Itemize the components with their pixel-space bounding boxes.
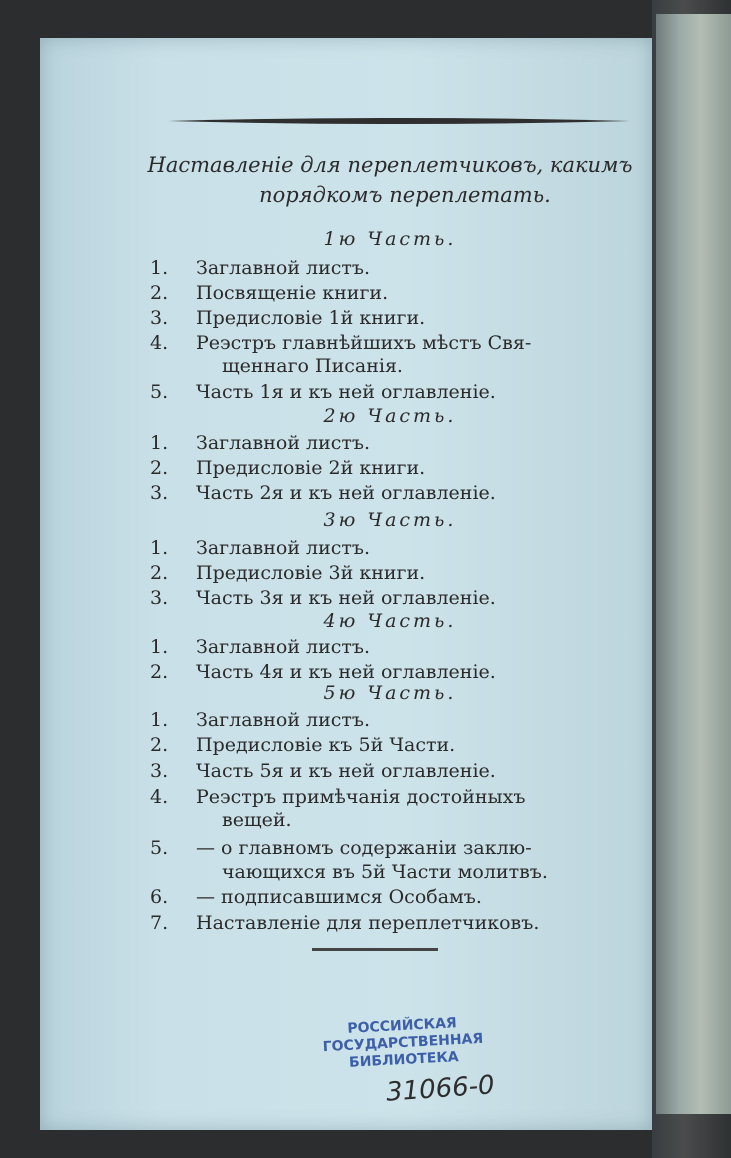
item-text: Часть 5я и къ ней оглавленіе. (196, 760, 496, 782)
item-number: 2. (150, 734, 169, 756)
item-number: 5. (150, 381, 169, 403)
item-number: 4. (150, 786, 169, 808)
item-number: 2. (150, 457, 169, 479)
book-edge (656, 14, 731, 1114)
item-number: 4. (150, 332, 169, 354)
item-text: вещей. (222, 809, 292, 831)
item-text: Заглавной листъ. (196, 636, 371, 658)
item-number: 6. (150, 886, 169, 908)
stamp-line-2: ГОСУДАРСТВЕННАЯ (322, 1030, 484, 1056)
section-heading-2: 2ю Часть. (323, 405, 457, 427)
item-number: 3. (150, 587, 169, 609)
title-line-1: Наставленіе для переплетчиковъ, какимъ (147, 153, 633, 177)
section-heading-1: 1ю Часть. (323, 228, 457, 250)
item-text: Посвященіе книги. (196, 282, 389, 304)
item-text: Заглавной листъ. (196, 432, 371, 454)
item-number: 1. (150, 636, 169, 658)
bottom-rule (312, 948, 438, 951)
item-text: Часть 3я и къ ней оглавленіе. (196, 587, 496, 609)
item-number: 1. (150, 537, 169, 559)
item-number: 5. (150, 837, 169, 859)
item-text: Предисловіе 1й книги. (196, 307, 426, 329)
item-text: Часть 2я и къ ней оглавленіе. (196, 482, 496, 504)
top-ornament-rule (168, 117, 630, 125)
library-stamp (317, 1014, 489, 1074)
item-text: щеннаго Писанія. (222, 355, 403, 377)
item-text: Часть 1я и къ ней оглавленіе. (196, 381, 496, 403)
item-number: 7. (150, 912, 169, 934)
item-text: Наставленіе для переплетчиковъ. (196, 912, 540, 934)
item-text: Реэстръ главнѣйшихъ мѣстъ Свя- (196, 332, 532, 354)
item-number: 2. (150, 661, 169, 683)
item-text: Предисловіе 3й книги. (196, 562, 426, 584)
section-heading-5: 5ю Часть. (323, 682, 457, 704)
item-number: 1. (150, 709, 169, 731)
item-number: 3. (150, 307, 169, 329)
section-heading-4: 4ю Часть. (323, 610, 457, 632)
item-number: 3. (150, 760, 169, 782)
item-text: — подписавшимся Особамъ. (196, 886, 482, 908)
item-number: 2. (150, 562, 169, 584)
item-number: 1. (150, 257, 169, 279)
page-title (120, 150, 660, 210)
title-line-2: порядкомъ переплетать. (259, 183, 551, 207)
item-text: Заглавной листъ. (196, 709, 371, 731)
item-text: Заглавной листъ. (196, 257, 371, 279)
item-text: Часть 4я и къ ней оглавленіе. (196, 661, 496, 683)
item-text: Предисловіе къ 5й Части. (196, 734, 456, 756)
item-text: — о главномъ содержаніи заклю- (196, 837, 532, 859)
item-text: Предисловіе 2й книги. (196, 457, 426, 479)
item-text: чающихся въ 5й Части молитвъ. (222, 861, 548, 883)
item-text: Заглавной листъ. (196, 537, 371, 559)
shelfmark: 31066-0 (385, 1070, 496, 1108)
section-heading-3: 3ю Часть. (323, 509, 457, 531)
item-number: 1. (150, 432, 169, 454)
item-number: 2. (150, 282, 169, 304)
stamp-line-1: РОССИЙСКАЯ (346, 1015, 458, 1037)
stamp-line-3: БИБЛИОТЕКА (348, 1049, 460, 1071)
item-number: 3. (150, 482, 169, 504)
item-text: Реэстръ примѣчанія достойныхъ (196, 786, 526, 808)
